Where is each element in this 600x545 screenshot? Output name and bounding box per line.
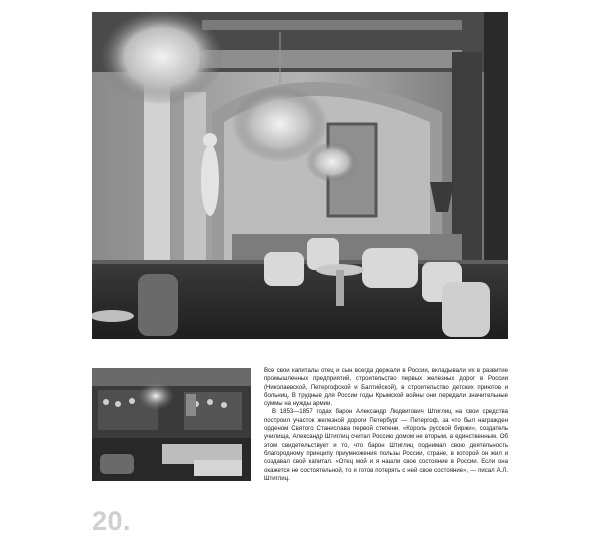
article-text — [264, 367, 508, 483]
decorated-room-photo — [92, 368, 251, 481]
page-number: 20. — [92, 506, 132, 536]
salon-interior-photo — [92, 12, 508, 339]
decorated-room-image — [92, 368, 251, 481]
paragraph-railway: В 1853—1857 годах барон Александр Людвигович Штиглиц на свои средства построил участок железной дороги Петербург — Петергоф, за что был награжден орденом Святого Станислава первой степени. «Король русской биржи», создатель училища, Александр Штиглиц считал Россию домом не вторым, а единственным. Об этом свидетельствует и то, что барон Штиглиц поднимал свою деятельность благородному принципу приумножения пользы России, стране, в которой он жил и создавал свой капитал. «Отец мой и я нашли свое состояние в России. Если она окажется не состоятельной, то я готов потерять с ней свое состояние», — писал А.Л. Штиглиц. — [264, 409, 508, 482]
paragraph-capitals: Все свои капиталы отец и сын всегда держали в России, вкладывали их в развитие промышленных предприятий, строительство первых железных дорог в России (Николаевской, Петергофской и Балтийской), в строительство детских приютов и больниц. В трудные для России годы Крымской войны они передали значительные суммы на нужды армии. — [264, 368, 508, 408]
salon-interior-image — [92, 12, 508, 339]
